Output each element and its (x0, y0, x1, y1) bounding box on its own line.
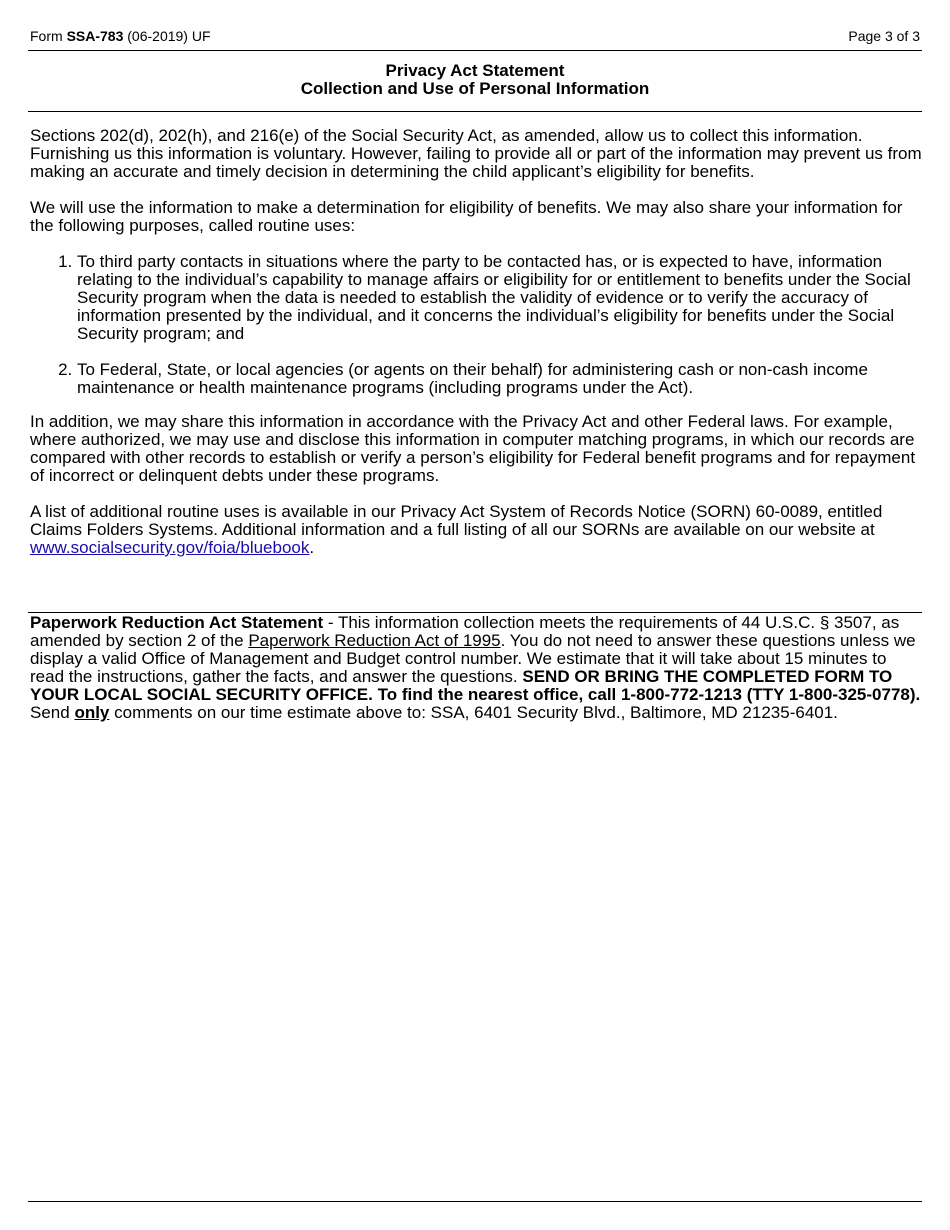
send-or-bring-notice: SEND OR BRING THE COMPLETED FORM TO YOUR LOCAL SOCIAL SECURITY OFFICE. To find the nearest office, call 1-800-772-1213 (TTY 1-800-325-0778). (30, 667, 921, 704)
paperwork-text-1: - This information collection meets the requirements of 44 U.S.C. § 3507, as amended by section 2 of the (30, 613, 900, 650)
page-number: Page 3 of 3 (848, 28, 920, 44)
title-line-2: Collection and Use of Personal Information (300, 79, 650, 98)
only-emphasis: only (74, 703, 110, 722)
footer-divider (28, 1201, 922, 1202)
paperwork-heading: Paperwork Reduction Act Statement (30, 613, 324, 632)
bluebook-link[interactable]: www.socialsecurity.gov/foia/bluebook (30, 538, 310, 557)
sorn-end: . (309, 538, 315, 557)
title-line-1: Privacy Act Statement (385, 61, 565, 80)
privacy-paragraph-1: Sections 202(d), 202(h), and 216(e) of the Social Security Act, as amended, allow us to collect this information. Furnishing us this information is voluntary. However, failing to provide all or part of the information may prevent us from making an accurate and timely decision in determining the child applicant’s eligibility for benefits. (30, 126, 922, 181)
header-divider (28, 50, 922, 51)
privacy-paragraph-3: In addition, we may share this information in accordance with the Privacy Act and other Federal laws. For example, where authorized, we may use and disclose this information in computer matching programs, in which our records are compared with other records to establish or verify a person’s eligibility for Federal benefit programs and for repayment of incorrect or delinquent debts under these programs. (30, 412, 916, 485)
privacy-paragraph-2: We will use the information to make a determination for eligibility of benefits. We may also share your information for the following purposes, called routine uses: (30, 198, 903, 235)
routine-use-item: 1. To third party contacts in situations where the party to be contacted has, or is expected to have, information relating to the individual’s capability to manage affairs or eligibility for or entitlement to benefits under the Social Security program when the data is needed to establish the validity of evidence or to verify the accuracy of information presented by the individual, and it concerns the individual’s eligibility for benefits under the Social Security program; and (77, 253, 922, 343)
form-number: SSA-783 (66, 28, 124, 44)
form-edition: (06-2019) UF (123, 28, 211, 44)
routine-use-item: 2. To Federal, State, or local agencies (or agents on their behalf) for administering cash or non-cash income maintenance or health maintenance programs (including programs under the Act). (77, 361, 922, 397)
paperwork-text-2: . You do not need to answer these questions unless we display a valid Office of Management and Budget control number. We estimate that it will take about 15 minutes to read the instructions, gather the facts, and answer the questions. (30, 631, 916, 686)
paperwork-text-4: comments on our time estimate above to: SSA, 6401 Security Blvd., Baltimore, MD 21235-6401. (109, 703, 838, 722)
sorn-text: A list of additional routine uses is available in our Privacy Act System of Records Notice (SORN) 60-0089, entitled Claims Folders Systems. Additional information and a full listing of all our SORNs are available on our website at (30, 502, 883, 539)
paperwork-text-3: Send (30, 703, 75, 722)
paperwork-reduction-statement (30, 614, 922, 722)
title-divider (28, 111, 922, 112)
privacy-title (28, 62, 922, 98)
privacy-paragraph-4 (30, 503, 922, 557)
form-identifier (30, 27, 211, 45)
paperwork-act-name: Paperwork Reduction Act of 1995 (248, 631, 501, 650)
form-prefix: Form (30, 28, 67, 44)
routine-uses-list (30, 253, 922, 397)
privacy-statement (30, 127, 922, 575)
